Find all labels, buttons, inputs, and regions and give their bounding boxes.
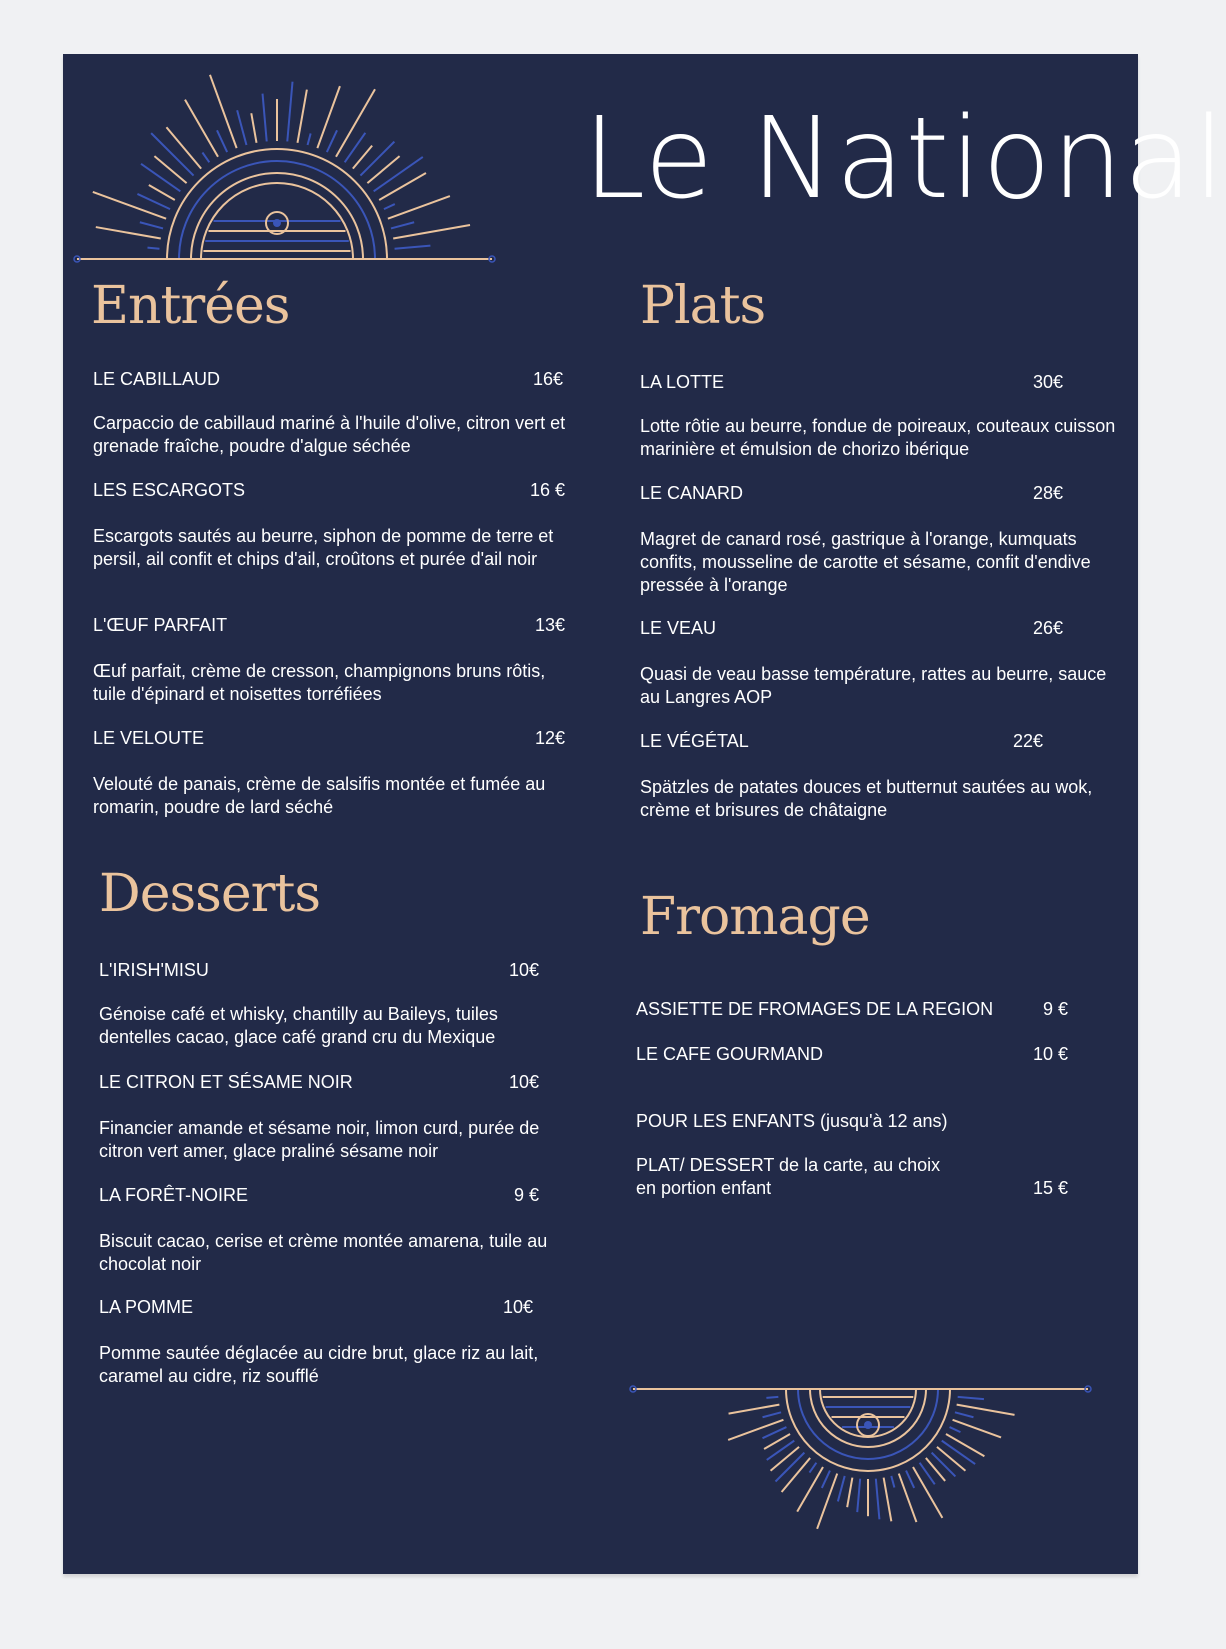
fromage-price: 10 € bbox=[1032, 1044, 1068, 1064]
dessert-description: Pomme sautée déglacée au cidre brut, glace riz au lait, caramel au cidre, riz soufflé bbox=[99, 1343, 539, 1386]
dessert-price: 9 € bbox=[513, 1185, 539, 1205]
dessert-name: L'IRISH'MISU bbox=[99, 960, 209, 980]
kids-line: PLAT/ DESSERT de la carte, au choix bbox=[636, 1155, 941, 1175]
plat-description: Magret de canard rosé, gastrique à l'orange, kumquats confits, mousseline de carotte et sésame, confit d'endive pressée à l'orange bbox=[640, 529, 1091, 595]
dessert-description: Biscuit cacao, cerise et crème montée amarena, tuile au chocolat noir bbox=[99, 1231, 548, 1274]
entree-price: 16 € bbox=[529, 480, 565, 500]
plat-description: Spätzles de patates douces et butternut sautées au wok, crème et brisures de châtaigne bbox=[640, 777, 1093, 820]
plat-price: 30€ bbox=[1032, 372, 1063, 392]
dessert-description: Financier amande et sésame noir, limon curd, purée de citron vert amer, glace praliné sésame noir bbox=[99, 1118, 540, 1161]
dessert-price: 10€ bbox=[508, 1072, 539, 1092]
plat-name: LE CANARD bbox=[640, 483, 744, 503]
sunburst-ornament-icon bbox=[77, 66, 497, 271]
entree-name: LE VELOUTE bbox=[93, 728, 205, 748]
fromage-price: 9 € bbox=[1042, 999, 1068, 1019]
entree-price: 13€ bbox=[534, 615, 565, 635]
entree-description: Œuf parfait, crème de cresson, champignons bruns rôtis, tuile d'épinard et noisettes torréfiées bbox=[93, 661, 546, 704]
entrees-heading: Entrées bbox=[91, 276, 290, 336]
kids-line: en portion enfant bbox=[636, 1178, 772, 1198]
entree-price: 12€ bbox=[534, 728, 565, 748]
entree-price: 16€ bbox=[532, 369, 563, 389]
fromage-heading: Fromage bbox=[640, 887, 870, 947]
dessert-name: LA POMME bbox=[99, 1297, 194, 1317]
entree-description: Velouté de panais, crème de salsifis montée et fumée au romarin, poudre de lard séché bbox=[93, 774, 546, 817]
plat-price: 28€ bbox=[1032, 483, 1063, 503]
entree-name: LES ESCARGOTS bbox=[93, 480, 246, 500]
kids-price: 15 € bbox=[1032, 1178, 1068, 1198]
entree-name: L'ŒUF PARFAIT bbox=[93, 615, 228, 635]
menu-page bbox=[63, 54, 1226, 1574]
plats-heading: Plats bbox=[640, 276, 766, 336]
dessert-description: Génoise café et whisky, chantilly au Baileys, tuiles dentelles cacao, glace café grand cru du Mexique bbox=[99, 1004, 498, 1047]
plat-price: 26€ bbox=[1032, 618, 1063, 638]
plat-name: LA LOTTE bbox=[640, 372, 725, 392]
dessert-price: 10€ bbox=[502, 1297, 533, 1317]
plat-description: Lotte rôtie au beurre, fondue de poireaux, couteaux cuisson marinière et émulsion de chorizo ibérique bbox=[640, 416, 1116, 459]
restaurant-title: Le National bbox=[583, 94, 1226, 224]
kids-heading: POUR LES ENFANTS (jusqu'à 12 ans) bbox=[636, 1111, 948, 1131]
dessert-name: LE CITRON ET SÉSAME NOIR bbox=[99, 1072, 353, 1092]
sunburst-ornament-bottom-icon bbox=[628, 1379, 1093, 1529]
plat-description: Quasi de veau basse température, rattes au beurre, sauce au Langres AOP bbox=[640, 664, 1107, 707]
plat-name: LE VÉGÉTAL bbox=[640, 731, 749, 751]
dessert-name: LA FORÊT-NOIRE bbox=[99, 1185, 249, 1205]
fromage-name: ASSIETTE DE FROMAGES DE LA REGION bbox=[636, 999, 994, 1019]
entree-description: Escargots sautés au beurre, siphon de pomme de terre et persil, ail confit et chips d'ail, croûtons et purée d'ail noir bbox=[93, 526, 554, 569]
entree-name: LE CABILLAUD bbox=[93, 369, 221, 389]
desserts-heading: Desserts bbox=[99, 864, 321, 924]
plat-price: 22€ bbox=[1012, 731, 1043, 751]
fromage-name: LE CAFE GOURMAND bbox=[636, 1044, 824, 1064]
dessert-price: 10€ bbox=[508, 960, 539, 980]
entree-description: Carpaccio de cabillaud mariné à l'huile d'olive, citron vert et grenade fraîche, poudre d'algue séchée bbox=[93, 413, 566, 456]
plat-name: LE VEAU bbox=[640, 618, 717, 638]
